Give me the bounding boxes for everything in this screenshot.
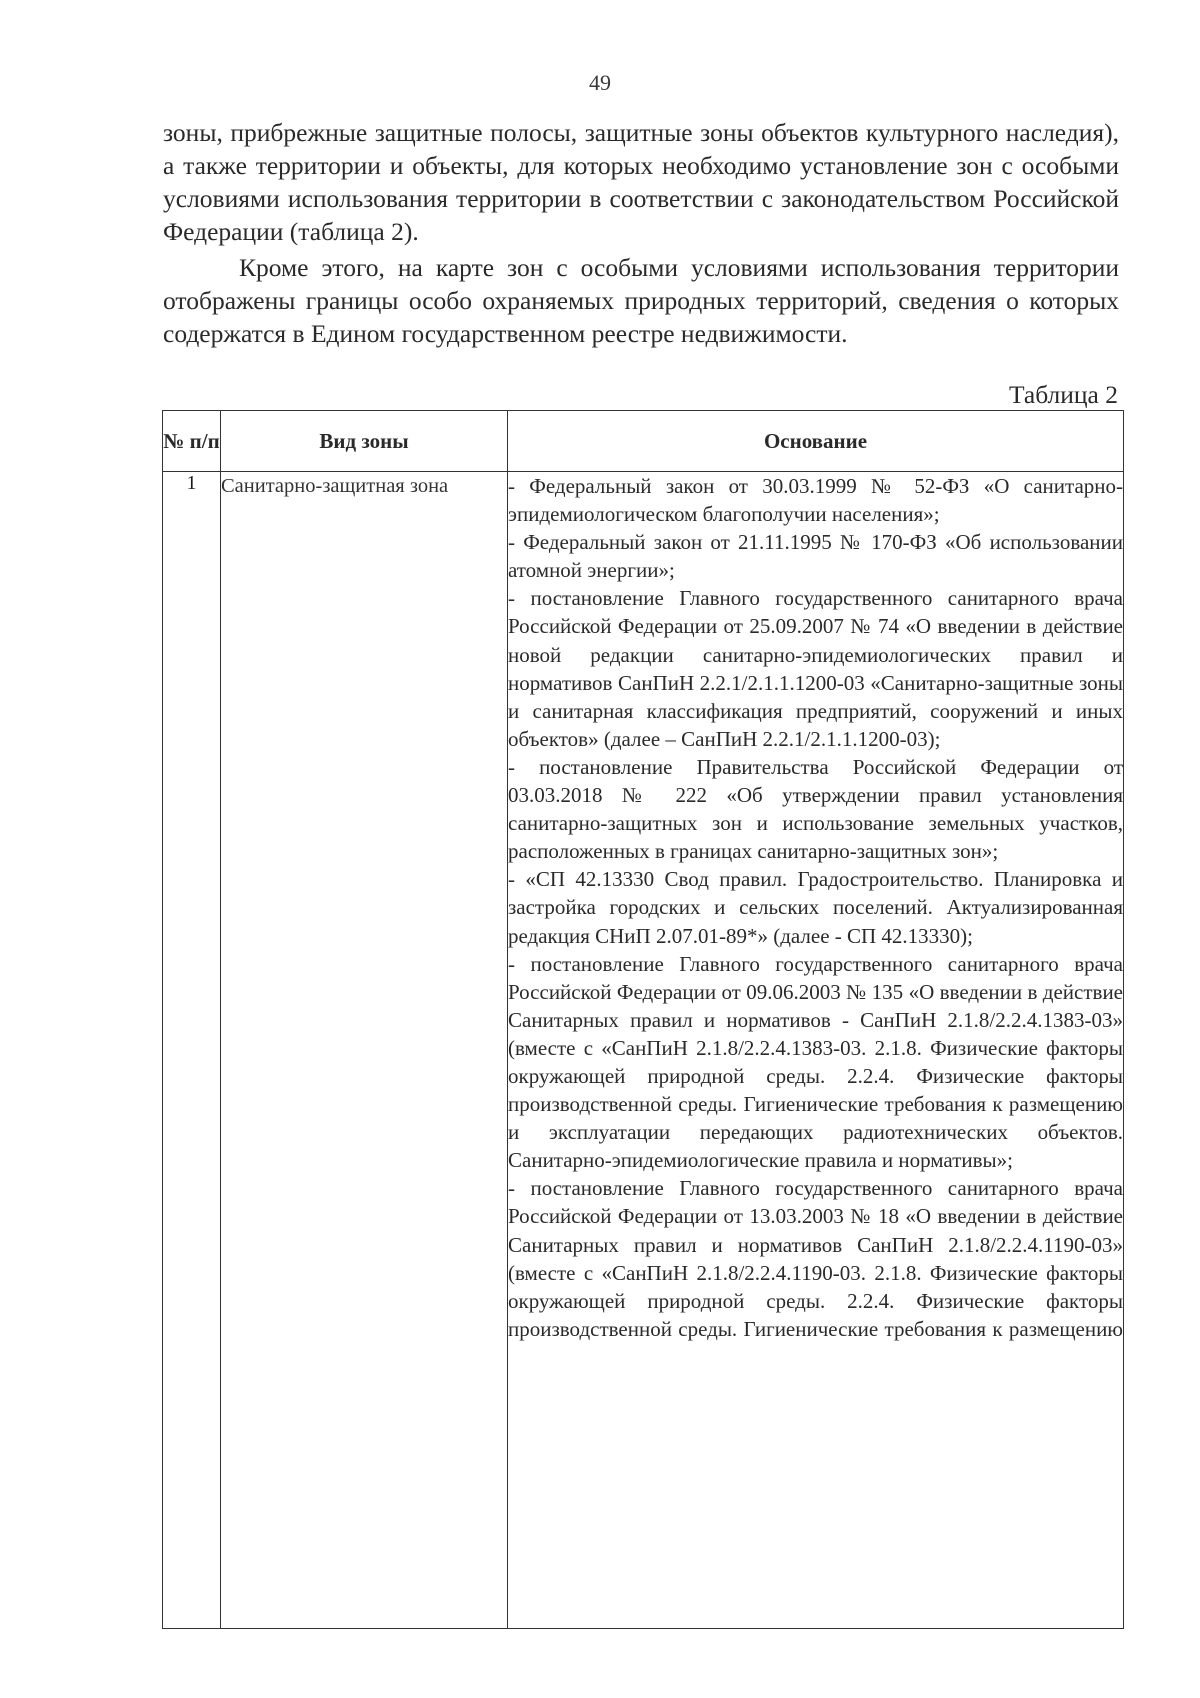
- basis-item: - Федеральный закон от 21.11.1995 № 170-ФЗ «Об использовании атомной энергии»;: [508, 530, 1123, 583]
- row-zone: Санитарно-защитная зона: [221, 472, 508, 1629]
- basis-item: - Федеральный закон от 30.03.1999 № 52-ФЗ «О санитарно-эпидемиологическом благополучии населения»;: [508, 474, 1123, 527]
- paragraph: зоны, прибрежные защитные полосы, защитные зоны объектов культурного наследия), а также территории и объекты, для которых необходимо установление зон с особыми условиями использования территории в соответствии с законодательством Российской Федерации (таблица 2).: [163, 118, 1119, 246]
- paragraph: Кроме этого, на карте зон с особыми условиями использования территории отображены границы особо охраняемых природных территорий, сведения о которых содержатся в Едином государственном реестре недвижимости.: [163, 253, 1119, 348]
- basis-item: - постановление Главного государственного санитарного врача Российской Федерации от 13.03.2003 № 18 «О введении в действие Санитарных правил и нормативов СанПиН 2.1.8/2.2.4.1190-03» (вместе с «СанПиН 2.1.8/2.2.4.1190-03. 2.1.8. Физические факторы окружающей природной среды. 2.2.4. Физические факторы производственной среды. Гигиенические требования к размещению: [508, 1176, 1123, 1341]
- row-basis: [508, 472, 1124, 1629]
- table-caption: Таблица 2: [1008, 380, 1118, 409]
- basis-item: - постановление Правительства Российской Федерации от 03.03.2018 № 222 «Об утверждении правил установления санитарно-защитных зон и использование земельных участков, расположенных в границах санитарно-защитных зон»;: [508, 754, 1123, 864]
- body-text: [163, 116, 1119, 350]
- zones-table: [162, 410, 1124, 1629]
- header-zone: Вид зоны: [221, 411, 508, 472]
- basis-item: - «СП 42.13330 Свод правил. Градостроительство. Планировка и застройка городских и сельских поселений. Актуализированная редакция СНиП 2.07.01-89*» (далее - СП 42.13330);: [508, 867, 1123, 948]
- header-num: № п/п: [163, 411, 221, 472]
- basis-item: - постановление Главного государственного санитарного врача Российской Федерации от 09.06.2003 № 135 «О введении в действие Санитарных правил и нормативов - СанПиН 2.1.8/2.2.4.1383-03» (вместе с «СанПиН 2.1.8/2.2.4.1383-03. 2.1.8. Физические факторы окружающей природной среды. 2.2.4. Физические факторы производственной среды. Гигиенические требования к размещению и эксплуатации передающих радиотехнических объектов. Санитарно-эпидемиологические правила и нормативы»;: [508, 951, 1123, 1173]
- table-row: [163, 472, 1124, 1629]
- page-number: 49: [589, 70, 611, 95]
- basis-item: - постановление Главного государственного санитарного врача Российской Федерации от 25.09.2007 № 74 «О введении в действие новой редакции санитарно-эпидемиологических правил и нормативов СанПиН 2.2.1/2.1.1.1200-03 «Санитарно-защитные зоны и санитарная классификация предприятий, сооружений и иных объектов» (далее – СанПиН 2.2.1/2.1.1.1200-03);: [508, 586, 1123, 751]
- header-basis: Основание: [508, 411, 1124, 472]
- table-header-row: [163, 411, 1124, 472]
- row-num: 1: [163, 472, 221, 1629]
